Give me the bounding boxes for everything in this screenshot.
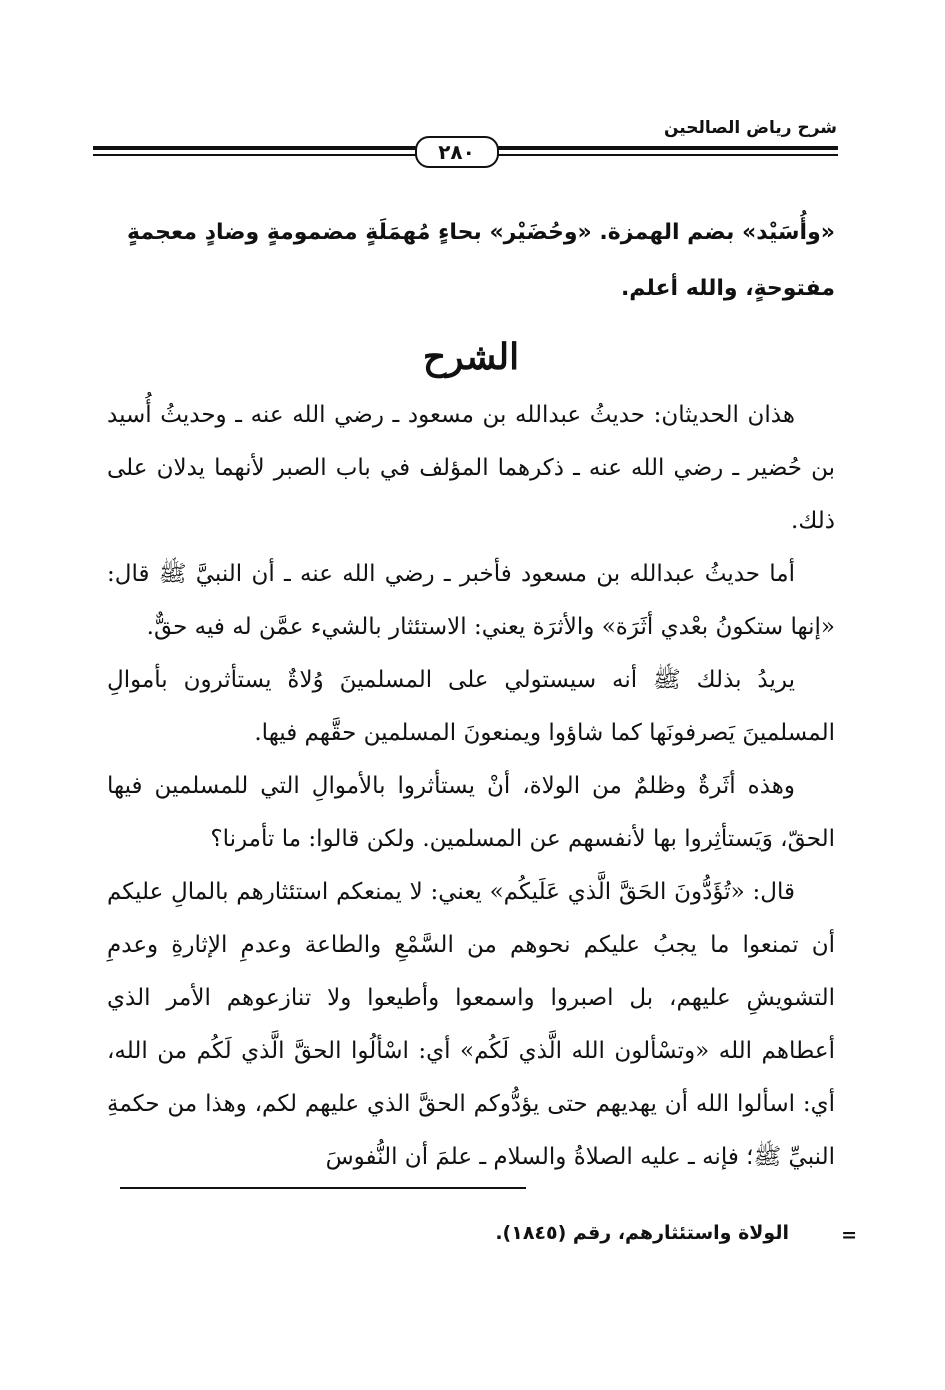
commentary-text (107, 389, 835, 1184)
intro-line: مفتوحةٍ، والله أعلم. (620, 276, 835, 301)
footnote-divider (120, 1187, 526, 1189)
paragraph: يريدُ بذلك ﷺ أنه سيستولي على المسلمينَ وُلاةٌ يستأثرون بأموالِ المسلمينَ يَصرفونَها كما شاؤوا ويمنعونَ المسلمين حقَّهم فيها. (107, 667, 835, 746)
paragraph: وهذه أثَرةٌ وظلمٌ من الولاة، أنْ يستأثروا بالأموالِ التي للمسلمين فيها الحقّ، وَيَستأثِروا بها لأنفسهم عن المسلمين. ولكن قالوا: ما تأمرنا؟ (107, 773, 835, 852)
paragraph: قال: «تُؤَدُّونَ الحَقَّ الَّذي عَلَيكُم» يعني: لا يمنعكم استئثارهم بالمالِ عليكم أن تمنعوا ما يجبُ عليكم نحوهم من السَّمْعِ والطاعة وعدمِ الإثارةِ وعدمِ التشويشِ عليهم، بل اصبروا واسمعوا وأطيعوا ولا تنازعوهم الأمر الذي أعطاهم الله «وتسْألون الله الَّذي لَكُم» أي: اسْألُوا الحقَّ الَّذي لَكُم من الله، أي: اسألوا الله أن يهديهم حتى يؤدُّوكم الحقَّ الذي عليهم لكم، وهذا من حكمةِ النبيِّ ﷺ؛ فإنه ـ عليه الصلاةُ والسلام ـ علمَ أن النُّفوسَ (107, 879, 835, 1170)
footnote-continuation-marker: = (841, 1224, 857, 1246)
intro-note (107, 205, 835, 317)
page-number: ٢٨٠ (415, 136, 499, 168)
intro-line: «وأُسَيْد» بضم الهمزة. «وحُضَيْر» بحاءٍ مُهمَلَةٍ مضمومةٍ وضادٍ معجمةٍ (127, 220, 835, 245)
paragraph: أما حديثُ عبدالله بن مسعود فأخبر ـ رضي الله عنه ـ أن النبيَّ ﷺ قال: «إنها ستكونُ بعْدي أثَرَة» والأثرَة يعني: الاستئثار بالشيء عمَّن له فيه حقٌّ. (107, 561, 835, 640)
section-heading: الشرح (422, 336, 520, 378)
footnote-text: الولاة واستئثارهم، رقم (١٨٤٥). (495, 1222, 789, 1244)
running-header-title: شرح رياض الصالحين (663, 118, 837, 138)
paragraph: هذان الحديثان: حديثُ عبدالله بن مسعود ـ رضي الله عنه ـ وحديثُ أُسيد بن حُضير ـ رضي الله عنه ـ ذكرهما المؤلف في باب الصبر لأنهما يدلان على ذلك. (107, 402, 835, 534)
page-body (107, 205, 835, 1184)
